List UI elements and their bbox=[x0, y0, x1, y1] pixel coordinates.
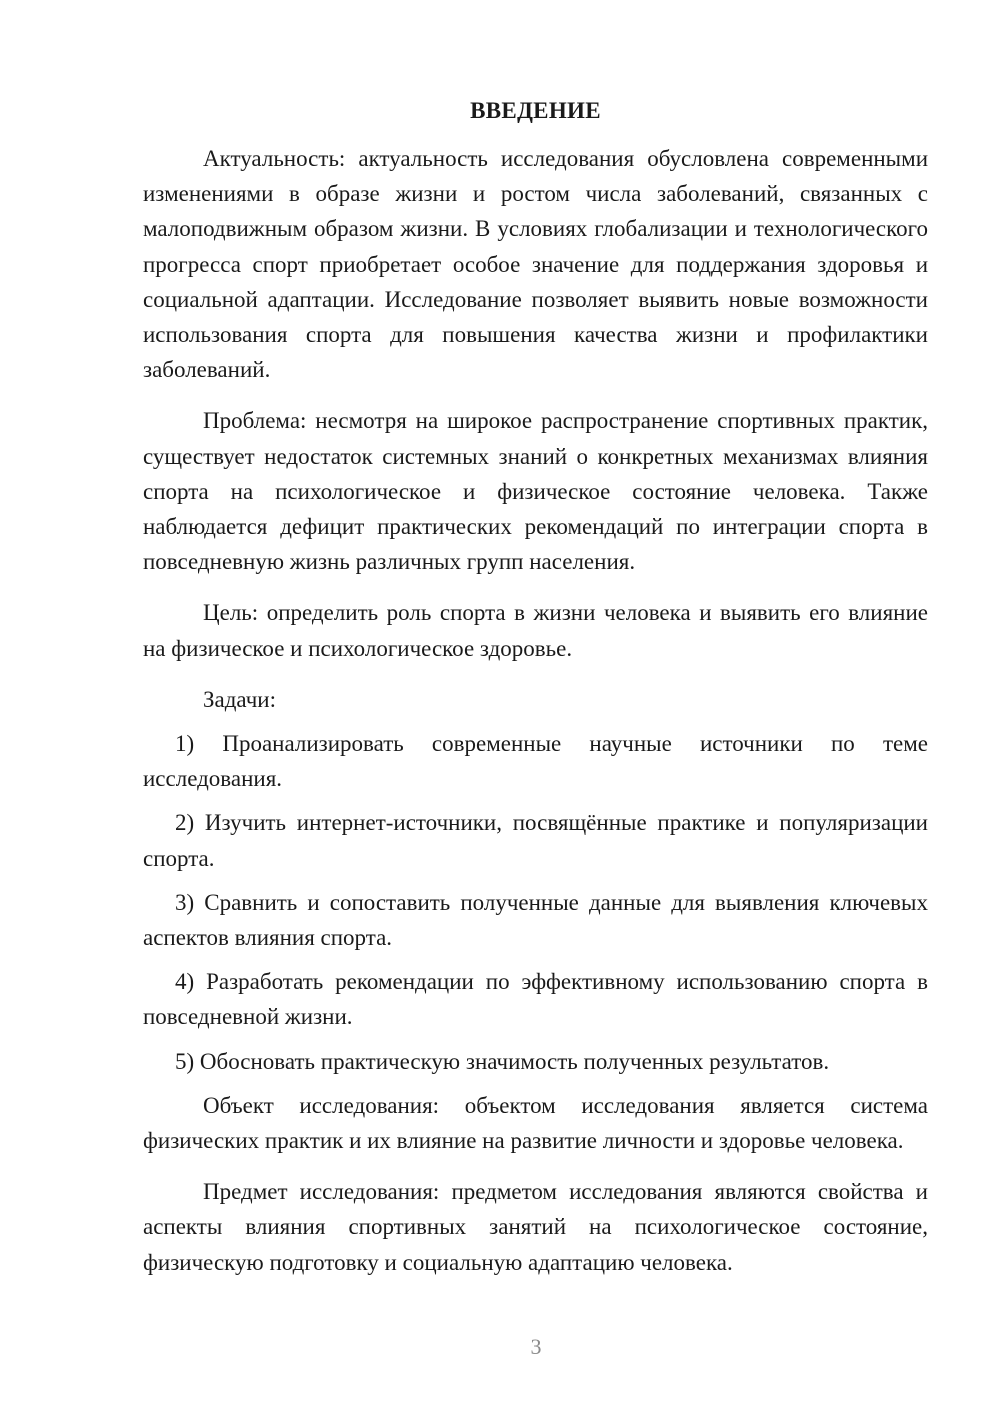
page-title: ВВЕДЕНИЕ bbox=[470, 98, 601, 123]
task-item-5: 5) Обосновать практическую значимость полученных результатов. bbox=[175, 1048, 830, 1074]
paragraph-object: Объект исследования: объектом исследования является система физических практик и их влияние на развитие личности и здоровье человека. bbox=[143, 1092, 928, 1154]
page-number: 3 bbox=[530, 1334, 542, 1359]
tasks-heading: Задачи: bbox=[203, 686, 276, 712]
paragraph-problem: Проблема: несмотря на широкое распространение спортивных практик, существует недостаток системных знаний о конкретных механизмах влияния спорта на психологическое и физическое состояние человека. Также наблюдается дефицит практических рекомендаций по интеграции спорта в повседневную жизнь различных групп населения. bbox=[143, 408, 928, 575]
task-item-4: 4) Разработать рекомендации по эффективному использованию спорта в повседневной жизни. bbox=[143, 969, 928, 1030]
task-item-2: 2) Изучить интернет-источники, посвящённые практике и популяризации спорта. bbox=[143, 810, 928, 871]
document-page bbox=[143, 95, 928, 1296]
paragraph-subject: Предмет исследования: предметом исследования являются свойства и аспекты влияния спортивных занятий на психологическое состояние, физическую подготовку и социальную адаптацию человека. bbox=[143, 1179, 928, 1275]
task-item-1: 1) Проанализировать современные научные источники по теме исследования. bbox=[143, 731, 928, 792]
paragraph-goal: Цель: определить роль спорта в жизни человека и выявить его влияние на физическое и психологическое здоровье. bbox=[143, 600, 928, 661]
paragraph-relevance: Актуальность: актуальность исследования обусловлена современными изменениями в образе жизни и ростом числа заболеваний, связанных с малоподвижным образом жизни. В условиях глобализации и технологического прогресса спорт приобретает особое значение для поддержания здоровья и социальной адаптации. Исследование позволяет выявить новые возможности использования спорта для повышения качества жизни и профилактики заболеваний. bbox=[143, 146, 928, 383]
task-item-3: 3) Сравнить и сопоставить полученные данные для выявления ключевых аспектов влияния спорта. bbox=[143, 889, 928, 951]
